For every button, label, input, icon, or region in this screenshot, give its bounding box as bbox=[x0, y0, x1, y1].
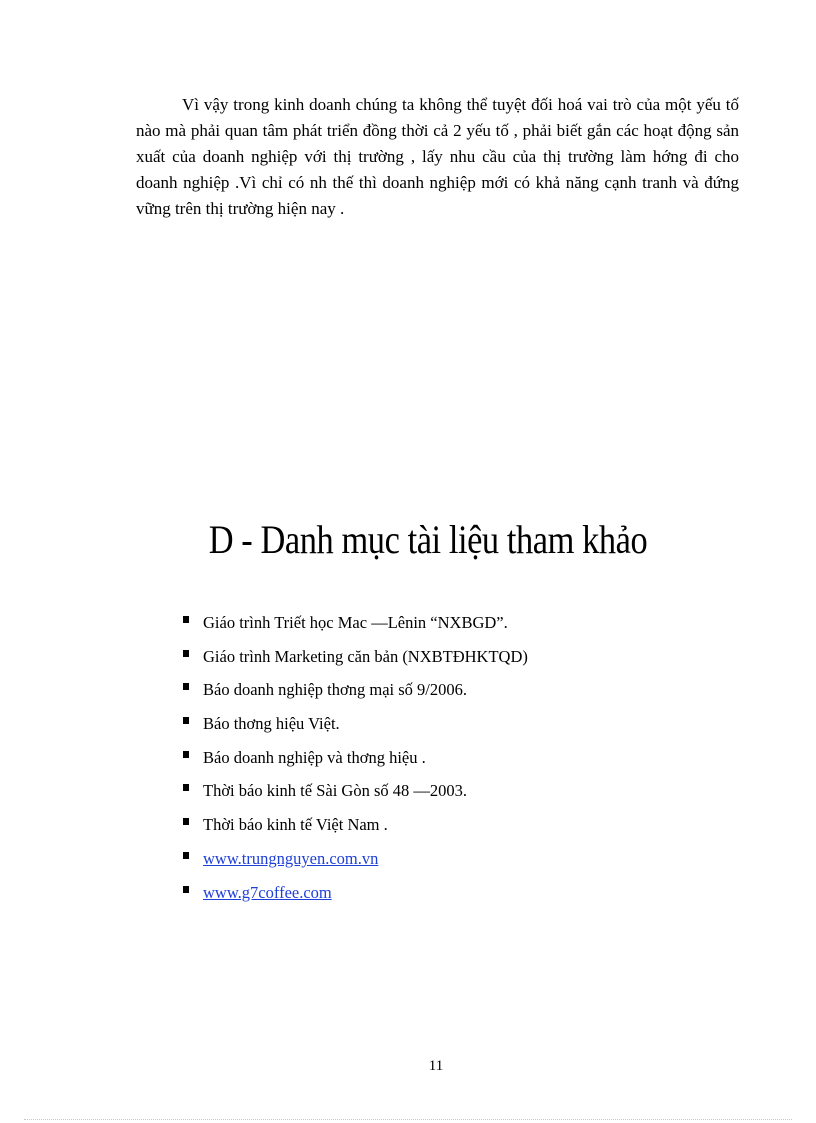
square-bullet-icon bbox=[183, 751, 189, 758]
square-bullet-icon bbox=[183, 616, 189, 623]
reference-text: Giáo trình Marketing căn bản (NXBTĐHKTQD) bbox=[203, 646, 528, 666]
reference-item bbox=[183, 676, 743, 710]
reference-item bbox=[183, 845, 743, 879]
reference-item bbox=[183, 777, 743, 811]
square-bullet-icon bbox=[183, 818, 189, 825]
reference-text: Báo doanh nghiệp và thơng hiệu . bbox=[203, 747, 426, 767]
reference-item bbox=[183, 879, 743, 913]
reference-text: Báo doanh nghiệp thơng mại số 9/2006. bbox=[203, 680, 467, 700]
reference-text: Báo thơng hiệu Việt. bbox=[203, 714, 340, 734]
square-bullet-icon bbox=[183, 784, 189, 791]
square-bullet-icon bbox=[183, 886, 189, 893]
reference-text: Thời báo kinh tế Sài Gòn số 48 —2003. bbox=[203, 781, 467, 801]
reference-list bbox=[183, 609, 743, 912]
square-bullet-icon bbox=[183, 717, 189, 724]
section-heading: D - Danh mục tài liệu tham khảo bbox=[208, 517, 648, 562]
reference-item bbox=[183, 643, 743, 677]
reference-item bbox=[183, 710, 743, 744]
reference-item bbox=[183, 811, 743, 845]
reference-item bbox=[183, 609, 743, 643]
square-bullet-icon bbox=[183, 650, 189, 657]
page-number: 11 bbox=[428, 1058, 444, 1074]
reference-link-g7coffee[interactable]: www.g7coffee.com bbox=[203, 882, 332, 902]
reference-item bbox=[183, 744, 743, 778]
reference-link-trungnguyen[interactable]: www.trungnguyen.com.vn bbox=[203, 848, 379, 868]
square-bullet-icon bbox=[183, 683, 189, 690]
square-bullet-icon bbox=[183, 852, 189, 859]
reference-text: Giáo trình Triết học Mac —Lênin “NXBGD”. bbox=[203, 613, 508, 632]
page-bottom-divider bbox=[24, 1119, 792, 1120]
reference-text: Thời báo kinh tế Việt Nam . bbox=[203, 815, 388, 835]
body-paragraph: Vì vậy trong kinh doanh chúng ta không thể tuyệt đối hoá vai trò của một yếu tố nào mà phải quan tâm phát triển đồng thời cả 2 yếu tố , phải biết gắn các hoạt động sản xuất của doanh nghiệp với thị trường , lấy nhu cầu của thị trường làm hớng đi cho doanh nghiệp .Vì chỉ có nh thế thì doanh nghiệp mới có khả năng cạnh tranh và đứng vững trên thị trường hiện nay . bbox=[136, 95, 739, 218]
